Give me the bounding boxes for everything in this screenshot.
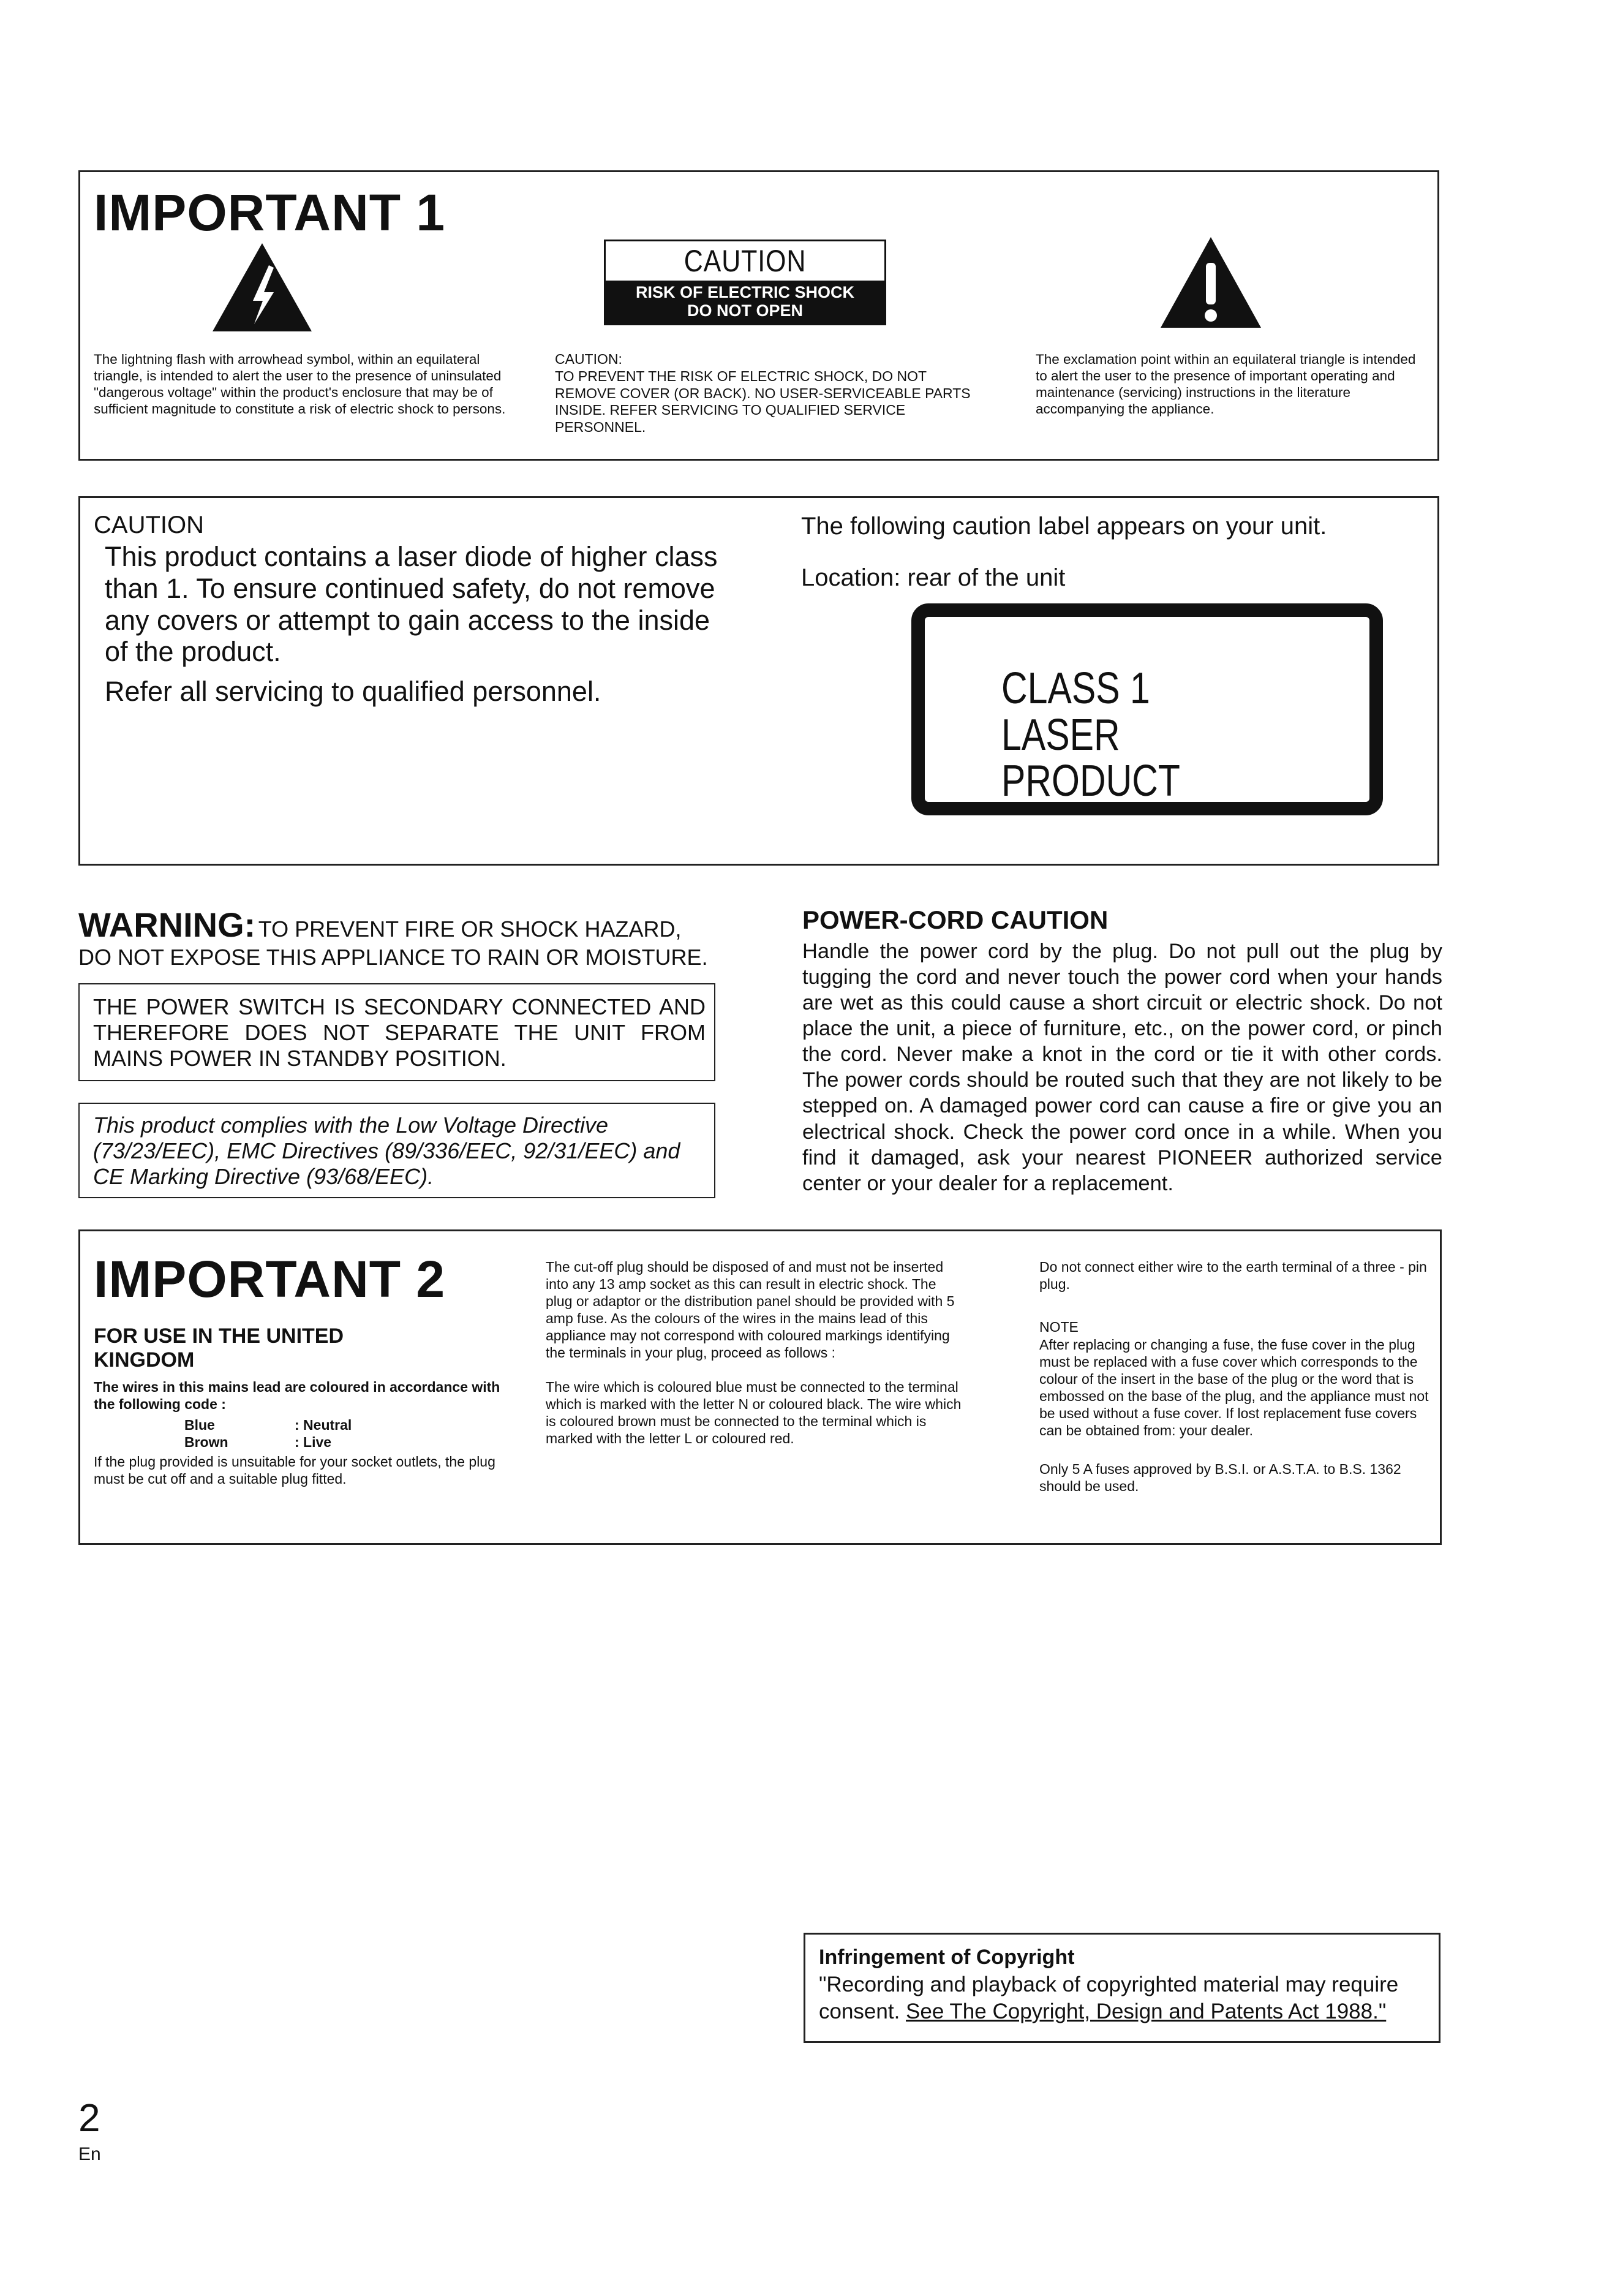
important-2-box <box>78 1229 1442 1545</box>
caution-middle-text: TO PREVENT THE RISK OF ELECTRIC SHOCK, DO NOT REMOVE COVER (OR BACK). NO USER-SERVICEABLE PARTS INSIDE. REFER SERVICING TO QUALIFIED SERVICE PERSONNEL. <box>555 368 971 435</box>
note-title: NOTE <box>1039 1319 1079 1335</box>
earth-terminal-text: Do not connect either wire to the earth terminal of a three - pin plug. <box>1039 1259 1427 1293</box>
laser-caution-text: This product contains a laser diode of higher class than 1. To ensure continued safety, do not remove any covers or attempt to gain access to the inside of the product. <box>105 541 718 668</box>
exclamation-explanation: The exclamation point within an equilateral triangle is intended to alert the user to the presence of important operating and maintenance (servicing) instructions in the literature accompanying the appliance. <box>1036 352 1416 417</box>
important-2-subtitle: FOR USE IN THE UNITED KINGDOM <box>94 1324 344 1372</box>
caution-label-top: CAUTION <box>683 244 807 278</box>
caution-label-line2: DO NOT OPEN <box>687 301 803 320</box>
brown-value: : Live <box>295 1434 332 1451</box>
important-1-title: IMPORTANT 1 <box>94 184 446 241</box>
wire-connection-text: The wire which is coloured blue must be connected to the terminal which is marked with the letter N or coloured black. The wire which is coloured brown must be connected to the terminal which is marked with the letter L or coloured red. <box>546 1379 962 1447</box>
blue-label: Blue <box>184 1417 215 1433</box>
label-intro: The following caution label appears on your unit. <box>801 513 1327 540</box>
copyright-box <box>804 1933 1440 2043</box>
laser-caution-title: CAUTION <box>94 512 204 538</box>
blue-value: : Neutral <box>295 1417 352 1433</box>
copyright-title: Infringement of Copyright <box>819 1946 1075 1969</box>
label-location: Location: rear of the unit <box>801 564 1066 591</box>
warning-text: TO PREVENT FIRE OR SHOCK HAZARD, DO NOT EXPOSE THIS APPLIANCE TO RAIN OR MOISTURE. <box>78 916 708 970</box>
power-cord-section <box>802 905 1442 1196</box>
copyright-text: "Recording and playback of copyrighted material may require consent. <box>819 1973 1399 2023</box>
caution-middle-title: CAUTION: <box>555 351 622 367</box>
wires-intro: The wires in this mains lead are coloured in accordance with the following code : <box>94 1379 500 1413</box>
lightning-warning-icon <box>210 241 314 334</box>
laser-caution-servicing: Refer all servicing to qualified personnel. <box>105 676 601 707</box>
important-2-title: IMPORTANT 2 <box>94 1250 446 1308</box>
page-number: 2 <box>78 2096 100 2140</box>
important-1-box <box>78 170 1439 461</box>
warning-label: WARNING: <box>78 905 256 944</box>
class1-laser-label <box>911 603 1383 815</box>
power-cord-text: Handle the power cord by the plug. Do not pull out the plug by tugging the cord and never touch the power cord when your hands are wet as this could cause a short circuit or electric shock. Do not place the unit, a piece of furniture, etc., on the power cord, or pinch the cord. Never make a knot in the cord or tie it with other cords. The power cords should be routed such that they are not likely to be stepped on. A damaged power cord can cause a fire or give you an electrical shock. Check the power cord once in a while. When you find it damaged, ask your nearest PIONEER authorized service center or your dealer for a replacement. <box>802 940 1442 1195</box>
lightning-explanation: The lightning flash with arrowhead symbol, within an equilateral triangle, is intended to alert the user to the presence of uninsulated "dangerous voltage" within the product's enclosure that may be of sufficient magnitude to constitute a risk of electric shock to persons. <box>94 352 506 417</box>
directive-text: This product complies with the Low Voltage Directive (73/23/EEC), EMC Directives (89/336/EEC, 92/31/EEC) and CE Marking Directive (93/68/EEC). <box>93 1112 680 1190</box>
warning-section <box>78 905 718 970</box>
brown-label: Brown <box>184 1434 228 1451</box>
power-cord-title: POWER-CORD CAUTION <box>802 905 1109 934</box>
note-text: After replacing or changing a fuse, the fuse cover in the plug must be replaced with a fuse cover which corresponds to the colour of the insert in the base of the plug or the word that is embossed on the base of the plug, and the appliance must not be used without a fuse cover. If lost replacement fuse covers can be obtained from: your dealer. <box>1039 1337 1429 1439</box>
power-switch-box <box>78 983 715 1081</box>
copyright-act-reference: See The Copyright, Design and Patents Act 1988." <box>906 1999 1387 2023</box>
cut-off-plug-text: The cut-off plug should be disposed of and must not be inserted into any 13 amp socket as this can result in electric shock. The plug or adaptor or the distribution panel should be provided with 5 amp fuse. As the colours of the wires in the mains lead of this appliance may not correspond with coloured markings identifying the terminals in your plug, proceed as follows : <box>546 1259 955 1361</box>
class-label-line2: LASER PRODUCT <box>1001 710 1180 806</box>
note-fuse-text: Only 5 A fuses approved by B.S.I. or A.S.T.A. to B.S. 1362 should be used. <box>1039 1461 1401 1495</box>
power-switch-text: THE POWER SWITCH IS SECONDARY CONNECTED AND THEREFORE DOES NOT SEPARATE THE UNIT FROM MAINS POWER IN STANDBY POSITION. <box>93 994 706 1071</box>
directive-box <box>78 1103 715 1198</box>
caution-label-line1: RISK OF ELECTRIC SHOCK <box>635 283 854 301</box>
laser-caution-box <box>78 496 1439 866</box>
language-code: En <box>78 2144 101 2164</box>
class-label-line1: CLASS 1 <box>1001 664 1150 713</box>
caution-shock-label <box>604 240 886 325</box>
exclamation-warning-icon <box>1158 235 1263 330</box>
plug-unsuitable-text: If the plug provided is unsuitable for your socket outlets, the plug must be cut off and a suitable plug fitted. <box>94 1454 495 1487</box>
